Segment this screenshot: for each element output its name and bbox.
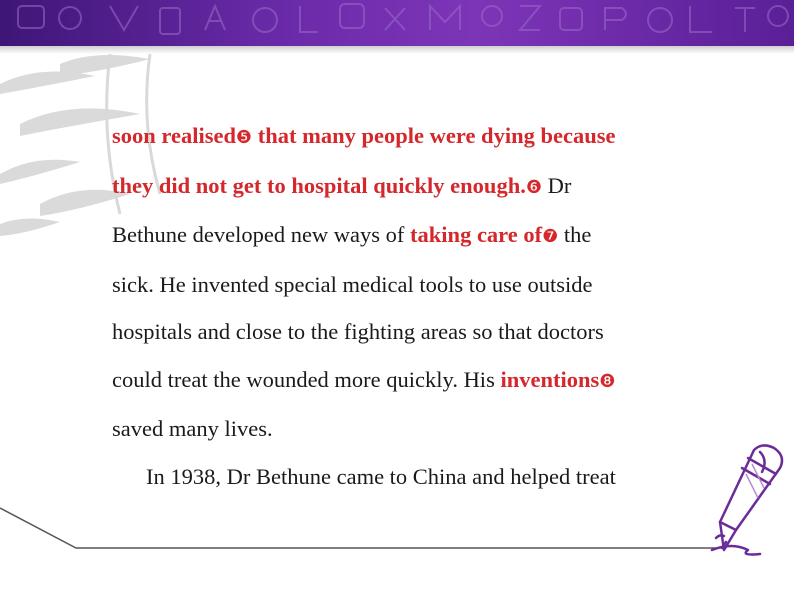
- note-number-8: ❽: [599, 370, 616, 392]
- text-line: [112, 112, 712, 162]
- highlighted-phrase: they did not get to hospital quickly enough.: [112, 172, 526, 198]
- highlighted-phrase: that many people were dying because: [252, 123, 616, 148]
- header-underline: [0, 46, 794, 54]
- bottom-divider: [0, 500, 794, 560]
- highlighted-phrase: soon realised: [112, 123, 236, 148]
- body-text: Bethune developed new ways of: [112, 222, 411, 247]
- pencil-icon: [702, 438, 794, 563]
- text-line: hospitals and close to the fighting areas so that doctors: [112, 319, 604, 344]
- note-number-7: ❼: [542, 226, 559, 247]
- text-line: [112, 211, 712, 261]
- body-text: could treat the wounded more quickly. His: [112, 366, 501, 392]
- body-text: Dr: [541, 172, 572, 198]
- highlighted-phrase: inventions: [500, 366, 600, 392]
- text-line: In 1938, Dr Bethune came to China and helped treat: [146, 463, 616, 489]
- note-number-5: ❺: [235, 127, 253, 148]
- text-line: sick. He invented special medical tools to use outside: [112, 271, 593, 297]
- banner-letters-pattern: [0, 0, 794, 46]
- highlighted-phrase: taking care of: [410, 222, 543, 247]
- text-line: [112, 356, 712, 406]
- text-line: [112, 162, 712, 212]
- header-banner: [0, 0, 794, 46]
- note-number-6: ❻: [525, 176, 542, 198]
- body-text: the: [558, 222, 592, 247]
- text-line: saved many lives.: [112, 416, 273, 441]
- passage-text: [112, 112, 712, 500]
